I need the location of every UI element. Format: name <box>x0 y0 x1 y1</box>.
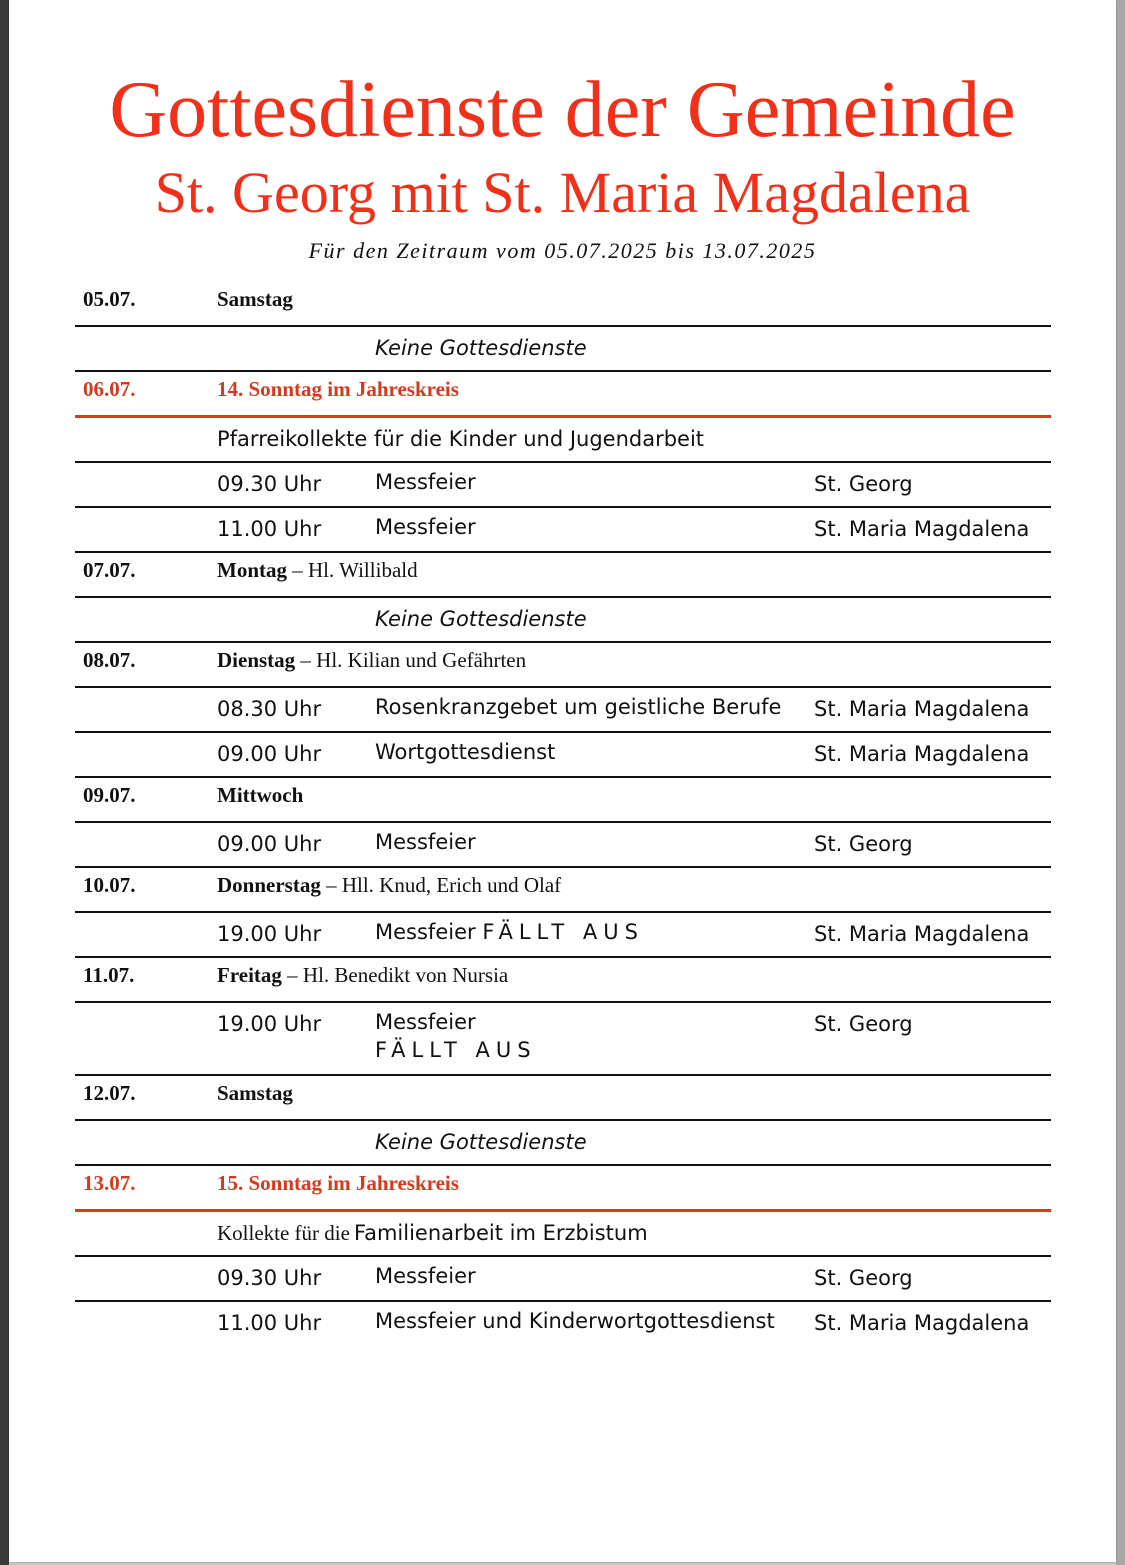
service-name <box>375 828 476 856</box>
cancelled-label: FÄLLT AUS <box>482 920 644 944</box>
day-name: Samstag <box>217 287 293 311</box>
service-time: 08.30 Uhr <box>217 697 322 721</box>
viewer-frame-left <box>0 0 9 1565</box>
day-saint: – Hl. Kilian und Gefährten <box>300 648 527 672</box>
day-date: 05.07. <box>83 287 136 311</box>
day-date: 13.07. <box>83 1171 136 1195</box>
day-header-row <box>75 1166 1051 1212</box>
service-time: 09.00 Uhr <box>217 742 322 766</box>
service-row <box>75 733 1051 778</box>
service-location: St. Georg <box>814 832 913 856</box>
service-time: 09.00 Uhr <box>217 832 322 856</box>
service-time: 19.00 Uhr <box>217 922 322 946</box>
service-type: Messfeier <box>375 920 476 944</box>
no-services-text: Keine Gottesdienste <box>375 336 587 360</box>
day-title <box>217 963 508 988</box>
day-date: 07.07. <box>83 558 136 582</box>
service-time: 09.30 Uhr <box>217 1266 322 1290</box>
no-services-row <box>75 327 1051 372</box>
day-name: Dienstag <box>217 648 296 672</box>
service-name <box>375 693 781 721</box>
day-date: 09.07. <box>83 783 136 807</box>
day-saint: – Hl. Willibald <box>292 558 418 582</box>
service-name <box>375 1262 476 1290</box>
day-saint: – Hl. Benedikt von Nursia <box>287 963 509 987</box>
day-header-row <box>75 1076 1051 1121</box>
viewer-scrollbar[interactable] <box>1116 0 1125 1565</box>
no-services-row <box>75 1121 1051 1166</box>
page-subtitle: St. Georg mit St. Maria Magdalena <box>154 160 971 225</box>
service-location: St. Maria Magdalena <box>814 922 1030 946</box>
service-type: Messfeier <box>375 515 476 539</box>
no-services-row <box>75 598 1051 643</box>
collection-note-text: Familienarbeit im Erzbistum <box>353 1221 648 1245</box>
day-name: Samstag <box>217 1081 293 1105</box>
service-location: St. Maria Magdalena <box>814 517 1030 541</box>
day-header-row <box>75 778 1051 823</box>
day-header-row <box>75 868 1051 913</box>
page-title: Gottesdienste der Gemeinde <box>109 66 1016 154</box>
no-services-text: Keine Gottesdienste <box>375 1130 587 1154</box>
service-time: 11.00 Uhr <box>217 1311 322 1335</box>
day-title <box>217 1171 459 1196</box>
day-name: 14. Sonntag im Jahreskreis <box>217 377 459 401</box>
collection-note <box>217 1221 648 1246</box>
day-date: 06.07. <box>83 377 136 401</box>
schedule-table <box>75 282 1051 1347</box>
day-date: 12.07. <box>83 1081 136 1105</box>
collection-note-row <box>75 1212 1051 1257</box>
service-name <box>375 738 555 766</box>
service-type: Messfeier <box>375 1010 476 1034</box>
day-title <box>217 648 526 673</box>
service-row <box>75 823 1051 868</box>
day-title <box>217 558 418 583</box>
service-type: Messfeier <box>375 1264 476 1288</box>
day-name: Mittwoch <box>217 783 304 807</box>
service-row <box>75 688 1051 733</box>
collection-note-row <box>75 418 1051 463</box>
service-row <box>75 508 1051 553</box>
day-title <box>217 377 459 402</box>
document-page <box>9 0 1116 1562</box>
service-type: Rosenkranzgebet um geistliche Berufe <box>375 695 782 719</box>
service-location: St. Georg <box>814 1012 913 1036</box>
day-title <box>217 1081 293 1106</box>
service-location: St. Maria Magdalena <box>814 1311 1030 1335</box>
day-title <box>217 783 303 808</box>
service-row <box>75 1003 1051 1076</box>
service-row <box>75 1257 1051 1302</box>
day-name: Donnerstag <box>217 873 321 897</box>
service-location: St. Georg <box>814 472 913 496</box>
day-date: 10.07. <box>83 873 136 897</box>
service-row <box>75 1302 1051 1347</box>
day-name: Freitag <box>217 963 282 987</box>
service-location: St. Maria Magdalena <box>814 742 1030 766</box>
day-title <box>217 287 293 312</box>
day-title <box>217 873 561 898</box>
service-name <box>375 1307 775 1335</box>
no-services-text: Keine Gottesdienste <box>375 607 587 631</box>
service-name <box>375 918 644 946</box>
service-type: Messfeier und Kinderwortgottesdienst <box>375 1309 775 1333</box>
service-location: St. Maria Magdalena <box>814 697 1030 721</box>
service-location: St. Georg <box>814 1266 913 1290</box>
service-name <box>375 513 476 541</box>
day-header-row <box>75 282 1051 327</box>
service-time: 11.00 Uhr <box>217 517 322 541</box>
service-row <box>75 913 1051 958</box>
day-saint: – Hll. Knud, Erich und Olaf <box>326 873 562 897</box>
service-time: 09.30 Uhr <box>217 472 322 496</box>
service-type: Messfeier <box>375 470 476 494</box>
period-text: Für den Zeitraum vom 05.07.2025 bis 13.07.2025 <box>308 238 817 263</box>
day-header-row <box>75 958 1051 1003</box>
day-header-row <box>75 372 1051 418</box>
day-date: 08.07. <box>83 648 136 672</box>
day-header-row <box>75 643 1051 688</box>
day-header-row <box>75 553 1051 598</box>
service-name <box>375 468 476 496</box>
service-type: Wortgottesdienst <box>375 740 556 764</box>
cancelled-label: FÄLLT AUS <box>375 1038 537 1062</box>
collection-note-prefix: Kollekte für die <box>217 1221 350 1245</box>
day-date: 11.07. <box>83 963 135 987</box>
day-name: Montag <box>217 558 287 582</box>
day-name: 15. Sonntag im Jahreskreis <box>217 1171 459 1195</box>
service-row <box>75 463 1051 508</box>
service-type: Messfeier <box>375 830 476 854</box>
service-time: 19.00 Uhr <box>217 1012 322 1036</box>
service-name <box>375 1008 537 1064</box>
collection-note: Pfarreikollekte für die Kinder und Jugendarbeit <box>217 427 705 451</box>
